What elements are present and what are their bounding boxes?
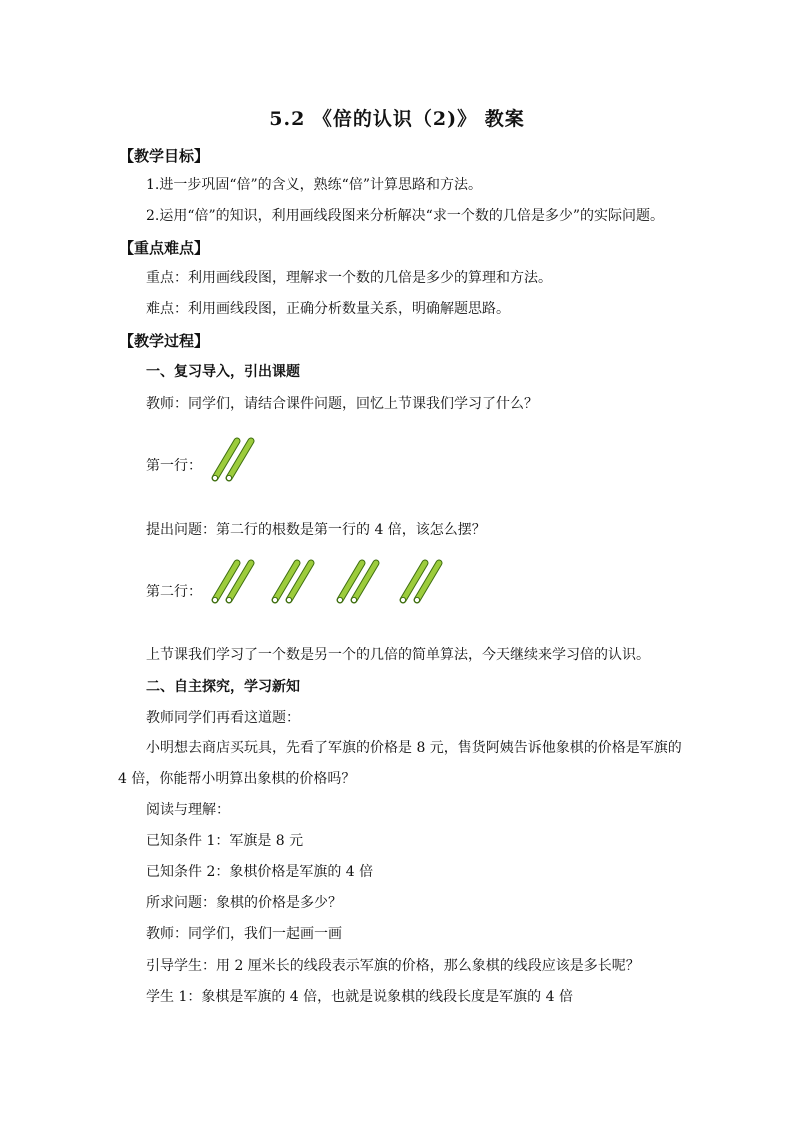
student-answer-1: 学生 1：象棋是军旗的 4 倍，也就是说象棋的线段长度是军旗的 4 倍	[146, 989, 573, 1005]
part2-intro: 教师同学们再看这道题：	[146, 710, 300, 726]
known-condition-2: 已知条件 2：象棋价格是军旗的 4 倍	[146, 864, 374, 880]
row2-sticks-illustration	[205, 558, 455, 608]
part2-heading: 二、自主探究，学习新知	[146, 679, 300, 695]
review-summary: 上节课我们学习了一个数是另一个的几倍的简单算法，今天继续来学习倍的认识。	[146, 647, 650, 663]
teacher-question: 教师：同学们，请结合课件问题，回忆上节课我们学习了什么？	[146, 396, 538, 412]
known-condition-1: 已知条件 1：军旗是 8 元	[146, 833, 304, 849]
page-title: 5.2 《倍的认识（2)》 教案	[269, 108, 525, 130]
key-point-2: 难点：利用画线段图，正确分析数量关系，明确解题思路。	[146, 301, 510, 317]
section-heading-key-points: 【重点难点】	[119, 239, 210, 257]
stick-pair	[212, 441, 251, 481]
goal-item-1: 1.进一步巩固“倍”的含义，熟练“倍”计算思路和方法。	[146, 177, 482, 193]
stick-pair	[272, 563, 311, 603]
row1-sticks-illustration	[205, 436, 265, 486]
teacher-draw: 教师：同学们，我们一起画一画	[146, 926, 342, 942]
row2-label: 第二行：	[146, 584, 202, 600]
problem-text-line-1: 小明想去商店买玩具，先看了军旗的价格是 8 元，售货阿姨告诉他象棋的价格是军旗的	[146, 740, 682, 756]
part1-heading: 一、复习导入，引出课题	[146, 364, 300, 380]
section-heading-process: 【教学过程】	[119, 332, 210, 350]
question-prompt: 提出问题：第二行的根数是第一行的 4 倍，该怎么摆？	[146, 522, 486, 538]
asked-question: 所求问题：象棋的价格是多少？	[146, 895, 342, 911]
goal-item-2: 2.运用“倍”的知识，利用画线段图来分析解决“求一个数的几倍是多少”的实际问题。	[146, 208, 664, 224]
problem-text-line-2: 4 倍，你能帮小明算出象棋的价格吗？	[118, 771, 356, 787]
guide-students: 引导学生：用 2 厘米长的线段表示军旗的价格，那么象棋的线段应该是多长呢？	[146, 958, 640, 974]
read-understand: 阅读与理解：	[146, 802, 230, 818]
row1-label: 第一行：	[146, 458, 202, 474]
stick-pair	[337, 563, 376, 603]
stick-pair	[212, 563, 251, 603]
stick-pair	[400, 563, 439, 603]
key-point-1: 重点：利用画线段图，理解求一个数的几倍是多少的算理和方法。	[146, 270, 552, 286]
section-heading-goals: 【教学目标】	[119, 147, 210, 165]
